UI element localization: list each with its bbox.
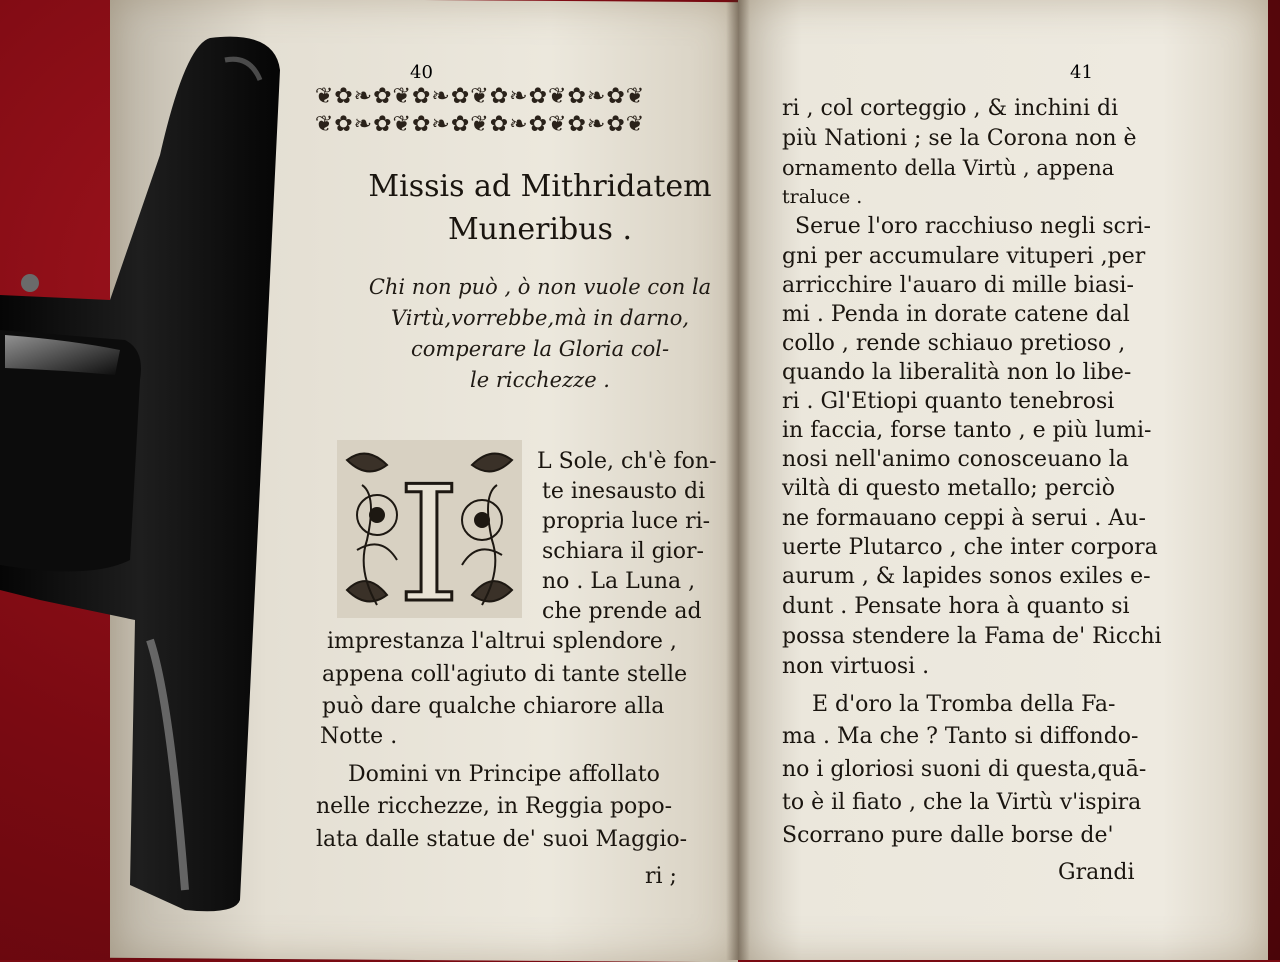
catchword: ri ; [645,864,677,889]
text-line: nelle ricchezze, in Reggia popo- [316,794,673,819]
text-line: aurum , & lapides sonos exiles e- [782,564,1151,589]
text-line: schiara il gior- [542,539,704,564]
text-line: nosi nell'animo conosceuano la [782,447,1129,472]
text-line: gni per accumulare vituperi ,per [782,244,1146,269]
left-page-number: 40 [410,62,433,83]
drop-cap-letter: I [397,451,461,618]
text-line: dunt . Pensate hora à quanto si [782,594,1130,619]
epigraph-line-1: Chi non può , ò non vuole con la [368,275,712,299]
text-line: più Nationi ; se la Corona non è [782,126,1137,151]
text-line: ri . Gl'Etiopi quanto tenebrosi [782,389,1115,414]
text-line: ma . Ma che ? Tanto si diffondo- [782,724,1139,749]
epigraph-line-3: comperare la Gloria col- [410,337,670,361]
text-line: L Sole, ch'è fon- [537,449,717,474]
text-line: in faccia, forse tanto , e più lumi- [782,418,1152,443]
text-line: mi . Penda in dorate catene dal [782,302,1130,327]
text-line: quando la liberalità non lo libe- [782,360,1132,385]
text-line: imprestanza l'altrui splendore , [327,629,677,654]
text-line: che prende ad [542,599,702,624]
text-line: E d'oro la Tromba della Fa- [812,692,1116,717]
text-line: Notte . [320,724,398,749]
text-line: arricchire l'auaro di mille biasi- [782,273,1134,298]
text-line: appena coll'agiuto di tante stelle [322,662,688,687]
epigraph-line-4: le ricchezze . [470,368,610,392]
text-line: non virtuosi . [782,654,930,679]
text-line: Scorrano pure dalle borse de' [782,823,1114,848]
text-line: ri , col corteggio , & inchini di [782,96,1119,121]
text-line: può dare qualche chiarore alla [322,694,665,719]
text-line: propria luce ri- [542,509,711,534]
ornament-band-bottom: ❦✿❧✿❦✿❧✿❦✿❧✿❦✿❧✿❦ [314,112,646,137]
text-line: no i gloriosi suoni di questa,quā- [782,757,1147,782]
right-page-number: 41 [1070,62,1093,83]
ornament-band-top: ❦✿❧✿❦✿❧✿❦✿❧✿❦✿❧✿❦ [314,84,646,109]
text-line: viltà di questo metallo; perciò [782,476,1115,501]
text-line: collo , rende schiauo pretioso , [782,331,1126,356]
catchword: Grandi [1058,860,1135,885]
text-line: te inesausto di [542,479,706,504]
text-line: ornamento della Virtù , appena [782,156,1115,180]
text-line: traluce . [782,186,863,208]
book-gutter [726,0,750,960]
text-line: Serue l'oro racchiuso negli scri- [795,214,1151,239]
text-line: uerte Plutarco , che inter corpora [782,535,1158,560]
text-line: possa stendere la Fama de' Ricchi [782,624,1162,649]
text-line: Domini vn Principe affollato [348,762,660,787]
text-line: to è il fiato , che la Virtù v'ispira [782,790,1142,815]
epigraph-line-2: Virtù,vorrebbe,mà in darno, [390,306,690,330]
chapter-title-line-2: Muneribus . [447,212,633,247]
chapter-title-line-1: Missis ad Mithridatem [368,169,712,204]
text-line: no . La Luna , [542,569,696,594]
text-line: ne formauano ceppi à serui . Au- [782,506,1146,531]
decorated-initial [337,440,522,618]
text-line: lata dalle statue de' suoi Maggio- [316,827,688,852]
